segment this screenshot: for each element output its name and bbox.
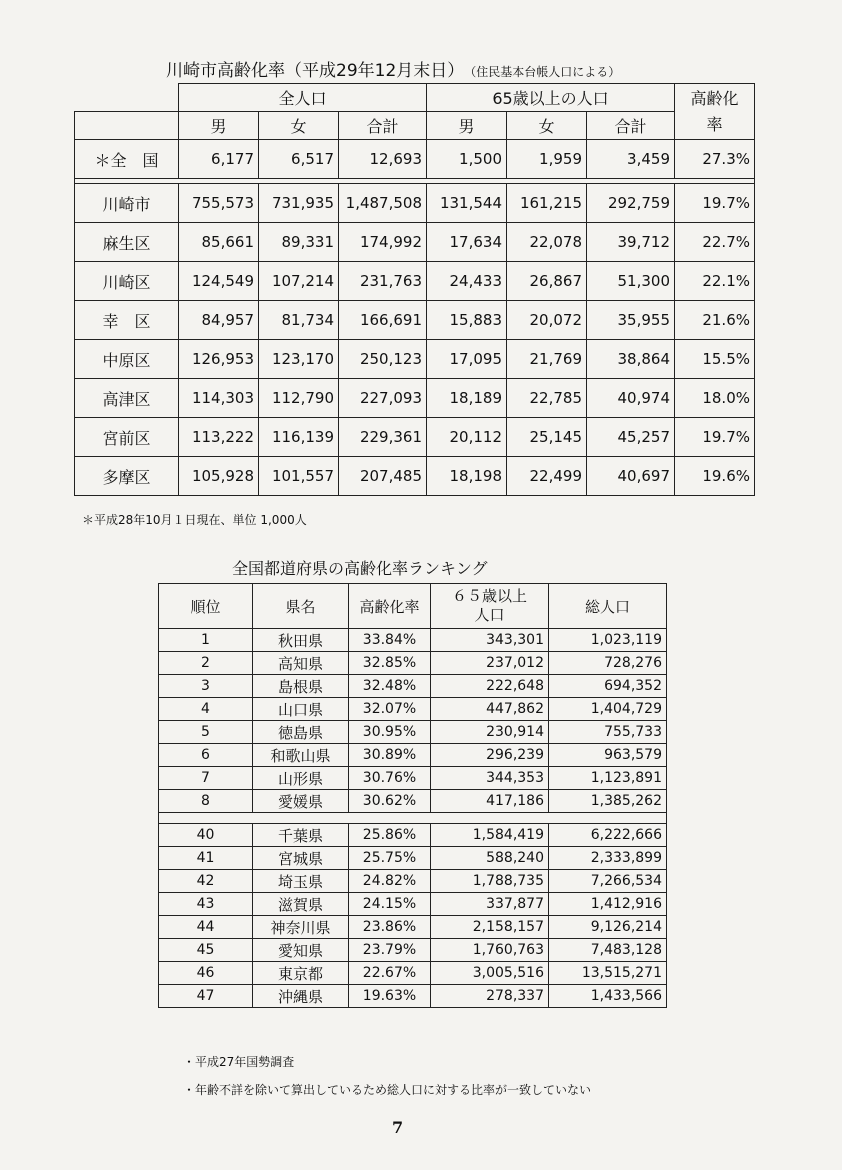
rank-cell: 44 <box>159 916 253 939</box>
ranking-row <box>159 629 667 652</box>
city-row <box>75 184 755 223</box>
pop65-cell: 1,584,419 <box>431 824 549 847</box>
ranking-row <box>159 847 667 870</box>
area-name: 高津区 <box>75 379 179 418</box>
pop65-cell: 447,862 <box>431 698 549 721</box>
city-row <box>75 418 755 457</box>
cell-f: 6,517 <box>259 140 339 179</box>
cell-t65: 3,459 <box>587 140 675 179</box>
rate-cell: 23.79% <box>349 939 431 962</box>
cell-t: 250,123 <box>339 340 427 379</box>
cell-t: 12,693 <box>339 140 427 179</box>
area-name: 宮前区 <box>75 418 179 457</box>
rank-cell: 47 <box>159 985 253 1008</box>
header-male: 男 <box>179 112 259 140</box>
cell-f65: 1,959 <box>507 140 587 179</box>
ranking-row <box>159 744 667 767</box>
cell-f: 116,139 <box>259 418 339 457</box>
kawasaki-aging-table <box>74 83 755 496</box>
prefecture-cell: 千葉県 <box>253 824 349 847</box>
ranking-row <box>159 721 667 744</box>
cell-f65: 22,078 <box>507 223 587 262</box>
city-row <box>75 223 755 262</box>
area-name: 多摩区 <box>75 457 179 496</box>
pop65-cell: 3,005,516 <box>431 962 549 985</box>
cell-f: 112,790 <box>259 379 339 418</box>
cell-rate: 19.7% <box>675 418 755 457</box>
area-name: ＊全 国 <box>75 140 179 179</box>
area-name: 中原区 <box>75 340 179 379</box>
rank-cell: 45 <box>159 939 253 962</box>
cell-t65: 51,300 <box>587 262 675 301</box>
rank-cell: 2 <box>159 652 253 675</box>
total-pop-cell: 728,276 <box>549 652 667 675</box>
prefecture-ranking-table <box>158 583 667 1008</box>
total-pop-cell: 963,579 <box>549 744 667 767</box>
pop65-cell: 296,239 <box>431 744 549 767</box>
cell-f: 107,214 <box>259 262 339 301</box>
ranking-row <box>159 870 667 893</box>
cell-t65: 292,759 <box>587 184 675 223</box>
rank-cell: 7 <box>159 767 253 790</box>
prefecture-cell: 徳島県 <box>253 721 349 744</box>
cell-rate: 27.3% <box>675 140 755 179</box>
table2-title: 全国都道府県の高齢化率ランキング <box>232 559 488 578</box>
area-name: 幸 区 <box>75 301 179 340</box>
cell-rate: 18.0% <box>675 379 755 418</box>
table1-subtitle: （住民基本台帳人口による） <box>470 65 621 79</box>
cell-m65: 15,883 <box>427 301 507 340</box>
rank-cell: 40 <box>159 824 253 847</box>
cell-m65: 131,544 <box>427 184 507 223</box>
prefecture-cell: 秋田県 <box>253 629 349 652</box>
table2-separator-cell <box>159 813 667 824</box>
header-total: 合計 <box>339 112 427 140</box>
rank-cell: 6 <box>159 744 253 767</box>
city-row <box>75 379 755 418</box>
cell-t65: 40,697 <box>587 457 675 496</box>
city-row <box>75 301 755 340</box>
ranking-row <box>159 962 667 985</box>
table1-header-sub-row <box>75 112 755 140</box>
rate-cell: 25.75% <box>349 847 431 870</box>
ranking-row <box>159 916 667 939</box>
cell-f65: 26,867 <box>507 262 587 301</box>
total-pop-cell: 1,385,262 <box>549 790 667 813</box>
header-female: 女 <box>259 112 339 140</box>
pop65-cell: 1,788,735 <box>431 870 549 893</box>
cell-t: 227,093 <box>339 379 427 418</box>
page-number: 7 <box>392 1118 404 1137</box>
rank-cell: 1 <box>159 629 253 652</box>
total-pop-cell: 1,433,566 <box>549 985 667 1008</box>
ranking-row <box>159 698 667 721</box>
prefecture-cell: 沖縄県 <box>253 985 349 1008</box>
prefecture-cell: 山形県 <box>253 767 349 790</box>
rate-cell: 30.76% <box>349 767 431 790</box>
header-male-65: 男 <box>427 112 507 140</box>
pop65-cell: 222,648 <box>431 675 549 698</box>
prefecture-cell: 和歌山県 <box>253 744 349 767</box>
cell-t65: 40,974 <box>587 379 675 418</box>
pop65-cell: 278,337 <box>431 985 549 1008</box>
pop65-cell: 237,012 <box>431 652 549 675</box>
cell-f65: 22,785 <box>507 379 587 418</box>
rate-cell: 30.62% <box>349 790 431 813</box>
header-female-65: 女 <box>507 112 587 140</box>
prefecture-cell: 島根県 <box>253 675 349 698</box>
rate-cell: 32.85% <box>349 652 431 675</box>
rate-cell: 24.82% <box>349 870 431 893</box>
cell-f65: 161,215 <box>507 184 587 223</box>
ranking-row <box>159 675 667 698</box>
prefecture-cell: 愛知県 <box>253 939 349 962</box>
area-name: 川崎区 <box>75 262 179 301</box>
area-name: 川崎市 <box>75 184 179 223</box>
rate-cell: 22.67% <box>349 962 431 985</box>
ranking-row <box>159 985 667 1008</box>
cell-m65: 17,095 <box>427 340 507 379</box>
total-pop-cell: 2,333,899 <box>549 847 667 870</box>
table1-header-group-row <box>75 84 755 112</box>
header-total-65: 合計 <box>587 112 675 140</box>
cell-m65: 24,433 <box>427 262 507 301</box>
cell-f65: 20,072 <box>507 301 587 340</box>
cell-m65: 17,634 <box>427 223 507 262</box>
cell-m: 105,928 <box>179 457 259 496</box>
rank-cell: 41 <box>159 847 253 870</box>
cell-f: 731,935 <box>259 184 339 223</box>
area-name: 麻生区 <box>75 223 179 262</box>
cell-m: 84,957 <box>179 301 259 340</box>
cell-m: 6,177 <box>179 140 259 179</box>
ranking-row <box>159 652 667 675</box>
cell-f65: 21,769 <box>507 340 587 379</box>
city-row <box>75 262 755 301</box>
city-row <box>75 340 755 379</box>
table2-note-census: ・平成27年国勢調査 <box>183 1055 295 1069</box>
ranking-row <box>159 824 667 847</box>
prefecture-cell: 愛媛県 <box>253 790 349 813</box>
table1-corner-2 <box>75 112 179 140</box>
rate-cell: 30.95% <box>349 721 431 744</box>
header-aging-rate: 高齢化 率 <box>675 84 755 140</box>
total-pop-cell: 13,515,271 <box>549 962 667 985</box>
cell-t: 1,487,508 <box>339 184 427 223</box>
total-pop-cell: 755,733 <box>549 721 667 744</box>
cell-f65: 22,499 <box>507 457 587 496</box>
table1-title-text: 川崎市高齢化率（平成29年12月末日） <box>166 61 465 81</box>
table2-header-row <box>159 584 667 629</box>
cell-t65: 35,955 <box>587 301 675 340</box>
cell-f: 81,734 <box>259 301 339 340</box>
rate-cell: 33.84% <box>349 629 431 652</box>
cell-t65: 38,864 <box>587 340 675 379</box>
rate-cell: 32.07% <box>349 698 431 721</box>
cell-m: 113,222 <box>179 418 259 457</box>
pop65-cell: 588,240 <box>431 847 549 870</box>
cell-f: 123,170 <box>259 340 339 379</box>
ranking-row <box>159 939 667 962</box>
rate-cell: 19.63% <box>349 985 431 1008</box>
table1-note: ＊平成28年10月１日現在、単位 1,000人 <box>82 513 307 527</box>
cell-t: 231,763 <box>339 262 427 301</box>
city-row <box>75 457 755 496</box>
pop65-cell: 344,353 <box>431 767 549 790</box>
total-pop-cell: 1,404,729 <box>549 698 667 721</box>
table2-note-ratio: ・年齢不詳を除いて算出しているため総人口に対する比率が一致していない <box>183 1083 592 1097</box>
prefecture-cell: 東京都 <box>253 962 349 985</box>
cell-t65: 39,712 <box>587 223 675 262</box>
header-total-pop: 総人口 <box>549 584 667 629</box>
rank-cell: 3 <box>159 675 253 698</box>
rank-cell: 5 <box>159 721 253 744</box>
total-pop-cell: 6,222,666 <box>549 824 667 847</box>
cell-t: 174,992 <box>339 223 427 262</box>
cell-rate: 15.5% <box>675 340 755 379</box>
total-pop-cell: 1,412,916 <box>549 893 667 916</box>
cell-m65: 18,189 <box>427 379 507 418</box>
cell-m65: 1,500 <box>427 140 507 179</box>
cell-rate: 21.6% <box>675 301 755 340</box>
rate-cell: 32.48% <box>349 675 431 698</box>
cell-m: 124,549 <box>179 262 259 301</box>
cell-m: 755,573 <box>179 184 259 223</box>
prefecture-cell: 神奈川県 <box>253 916 349 939</box>
header-65-pop: ６５歳以上 人口 <box>431 584 549 629</box>
pop65-cell: 2,158,157 <box>431 916 549 939</box>
ranking-row <box>159 767 667 790</box>
cell-rate: 19.6% <box>675 457 755 496</box>
total-pop-cell: 7,266,534 <box>549 870 667 893</box>
total-pop-cell: 694,352 <box>549 675 667 698</box>
cell-m65: 20,112 <box>427 418 507 457</box>
rate-cell: 25.86% <box>349 824 431 847</box>
cell-m: 85,661 <box>179 223 259 262</box>
pop65-cell: 343,301 <box>431 629 549 652</box>
prefecture-cell: 滋賀県 <box>253 893 349 916</box>
rank-cell: 8 <box>159 790 253 813</box>
pop65-cell: 337,877 <box>431 893 549 916</box>
header-prefecture: 県名 <box>253 584 349 629</box>
cell-f: 101,557 <box>259 457 339 496</box>
rate-cell: 30.89% <box>349 744 431 767</box>
header-65-population: 65歳以上の人口 <box>427 84 675 112</box>
header-all-population: 全人口 <box>179 84 427 112</box>
prefecture-cell: 埼玉県 <box>253 870 349 893</box>
prefecture-cell: 宮城県 <box>253 847 349 870</box>
rank-cell: 46 <box>159 962 253 985</box>
pop65-cell: 417,186 <box>431 790 549 813</box>
cell-t65: 45,257 <box>587 418 675 457</box>
cell-f: 89,331 <box>259 223 339 262</box>
cell-rate: 22.1% <box>675 262 755 301</box>
pop65-cell: 230,914 <box>431 721 549 744</box>
cell-m65: 18,198 <box>427 457 507 496</box>
total-pop-cell: 1,123,891 <box>549 767 667 790</box>
cell-t: 229,361 <box>339 418 427 457</box>
rate-cell: 23.86% <box>349 916 431 939</box>
cell-f65: 25,145 <box>507 418 587 457</box>
table1-title <box>166 56 620 81</box>
rank-cell: 4 <box>159 698 253 721</box>
prefecture-cell: 高知県 <box>253 652 349 675</box>
rank-cell: 42 <box>159 870 253 893</box>
national-row <box>75 140 755 179</box>
cell-t: 207,485 <box>339 457 427 496</box>
cell-t: 166,691 <box>339 301 427 340</box>
total-pop-cell: 7,483,128 <box>549 939 667 962</box>
rate-cell: 24.15% <box>349 893 431 916</box>
ranking-row <box>159 790 667 813</box>
cell-rate: 19.7% <box>675 184 755 223</box>
table1-corner <box>75 84 179 112</box>
table2-separator <box>159 813 667 824</box>
total-pop-cell: 1,023,119 <box>549 629 667 652</box>
ranking-row <box>159 893 667 916</box>
header-rate: 高齢化率 <box>349 584 431 629</box>
prefecture-cell: 山口県 <box>253 698 349 721</box>
pop65-cell: 1,760,763 <box>431 939 549 962</box>
rank-cell: 43 <box>159 893 253 916</box>
total-pop-cell: 9,126,214 <box>549 916 667 939</box>
cell-rate: 22.7% <box>675 223 755 262</box>
header-rank: 順位 <box>159 584 253 629</box>
cell-m: 114,303 <box>179 379 259 418</box>
cell-m: 126,953 <box>179 340 259 379</box>
